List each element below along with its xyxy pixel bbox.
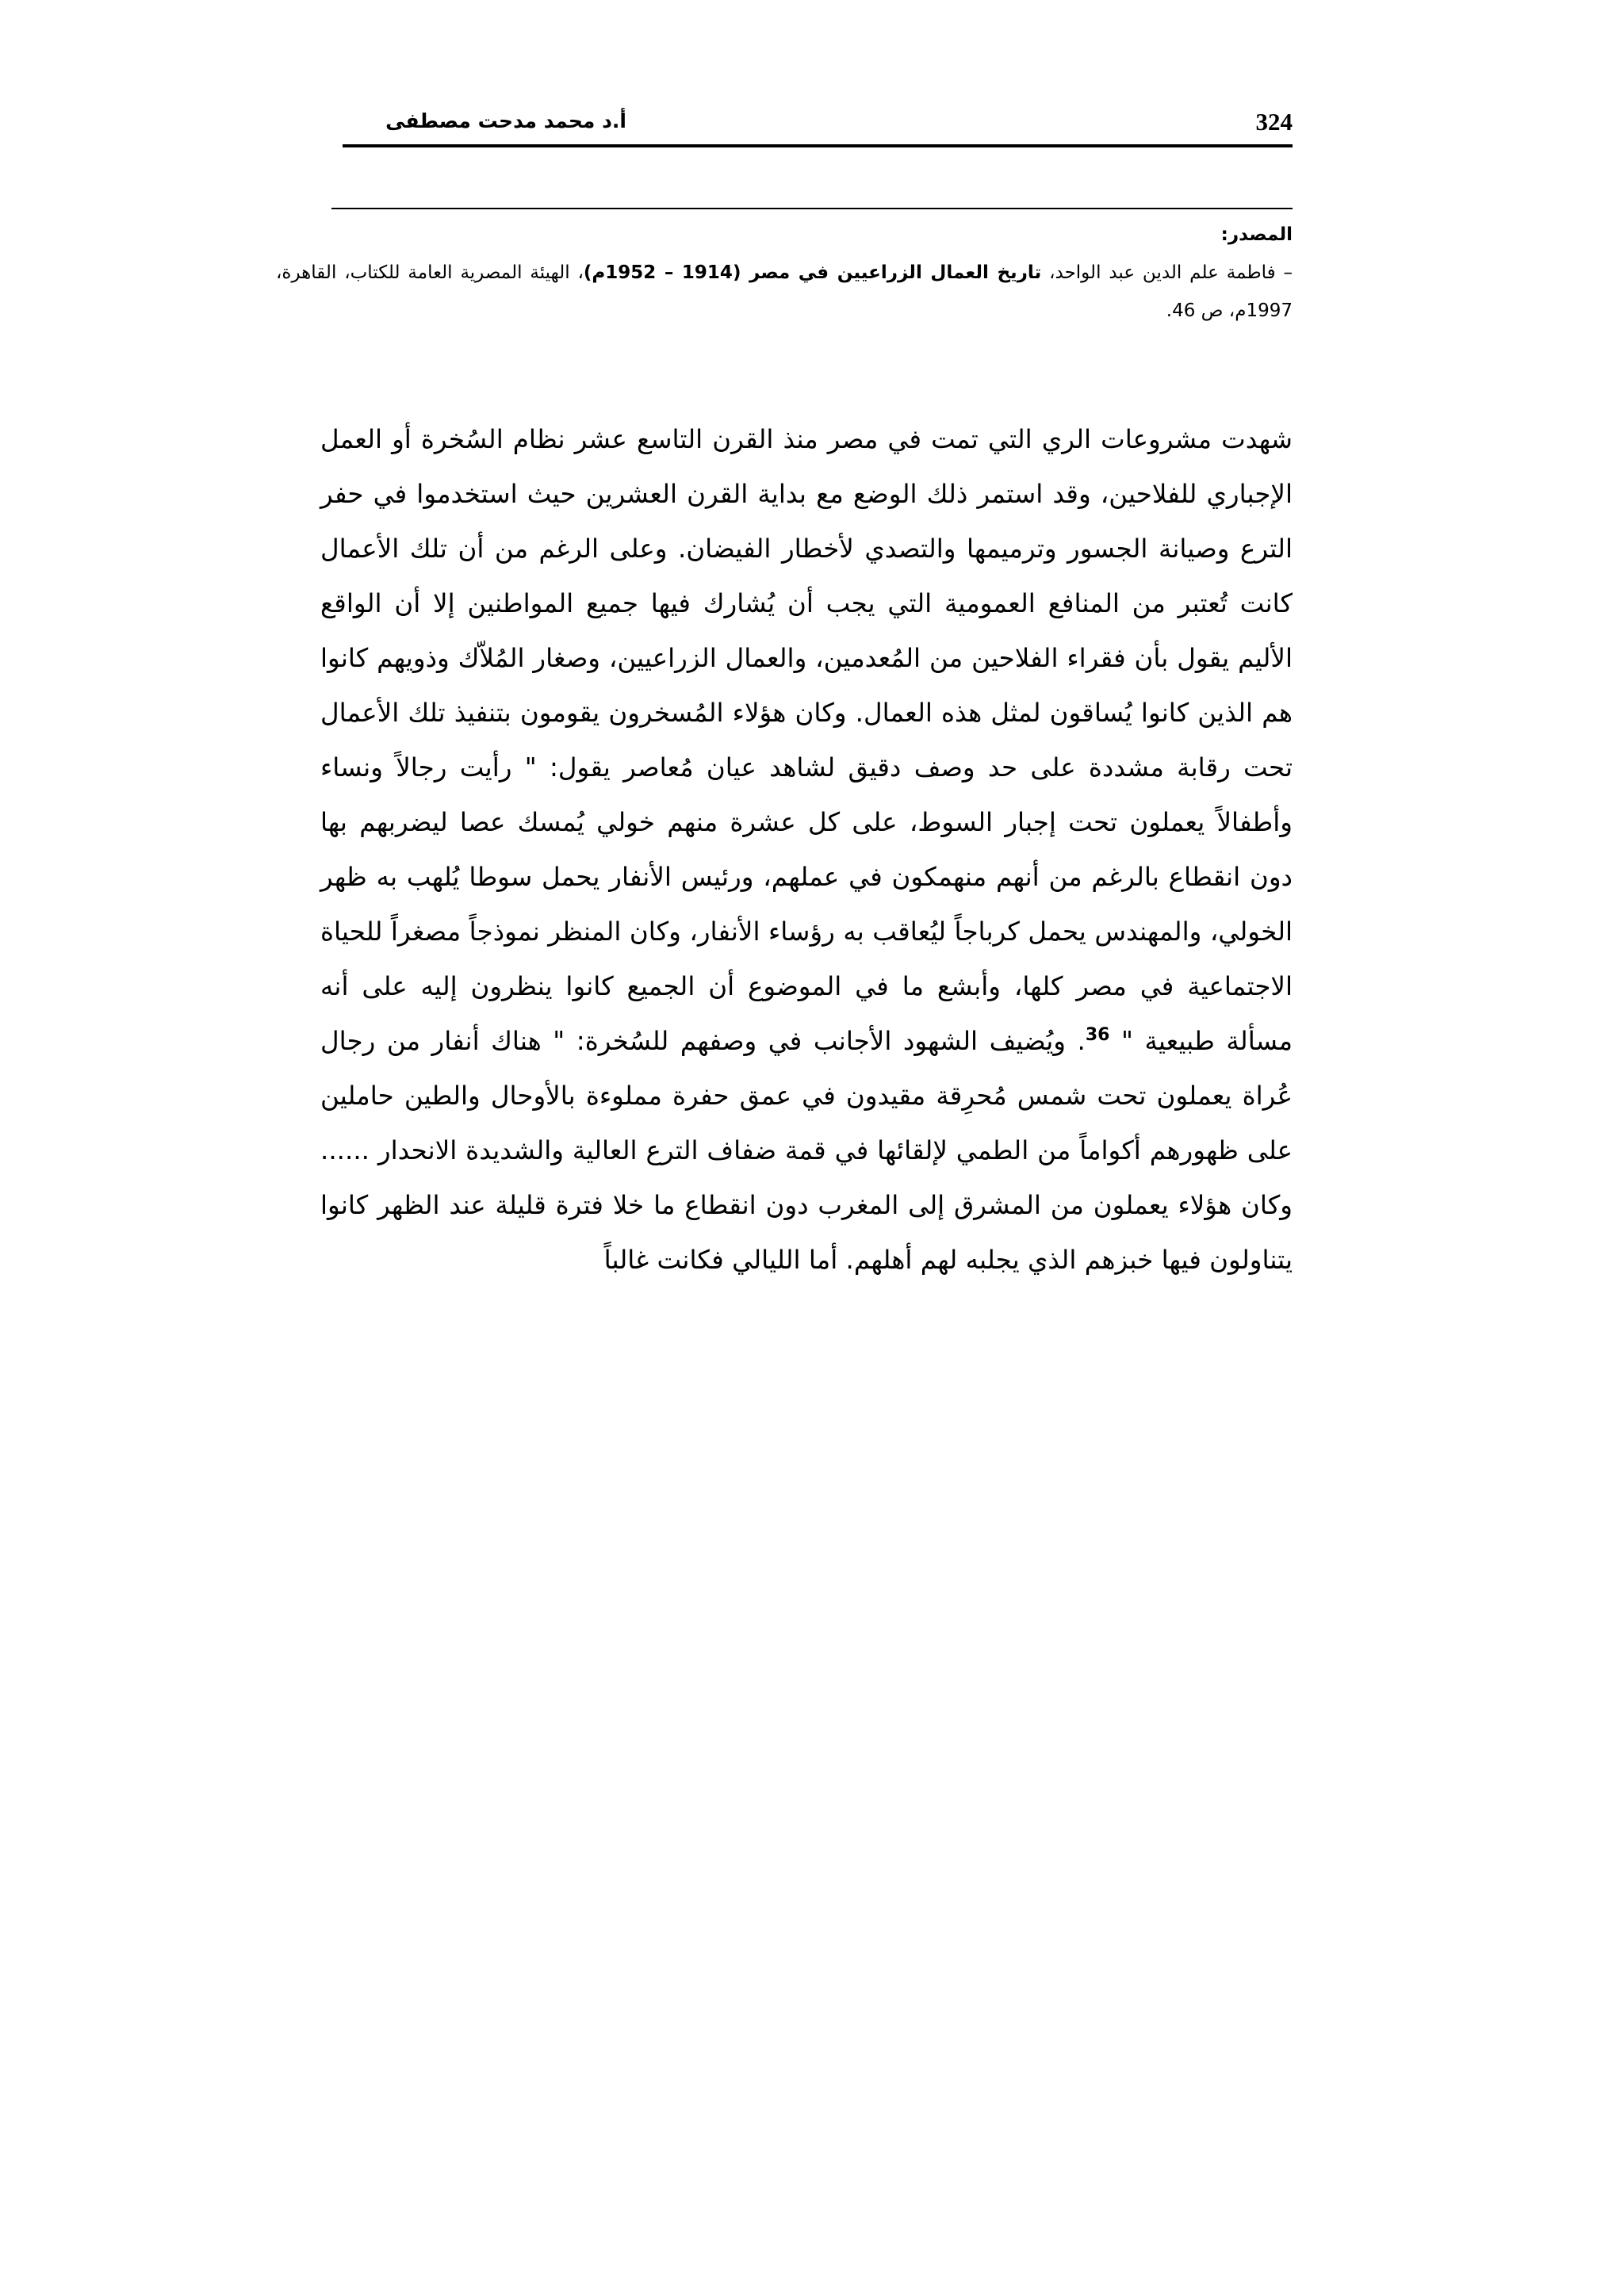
source-reference bbox=[276, 254, 1293, 330]
source-text-after: ، الهيئة المصرية العامة للكتاب، القاهرة، 1997م، ص 46. bbox=[276, 262, 1293, 321]
body-paragraph bbox=[320, 412, 1293, 1288]
body-text-part2: . ويُضيف الشهود الأجانب في وصفهم للسُخرة: " هناك أنفار من رجال عُراة يعملون تحت شمس مُحرِقة مقيدون في عمق حفرة مملوءة بالأوحال والطين حاملين على ظهورهم أكواماً من الطمي لإلقائها في قمة ضفاف الترع العالية والشديدة الانحدار ...... وكان هؤلاء يعملون من المشرق إلى المغرب دون انقطاع ما خلا فترة قليلة عند الظهر كانوا يتناولون فيها خبزهم الذي يجلبه لهم أهلهم. أما الليالي فكانت غالباً bbox=[320, 1026, 1293, 1275]
source-book-title: تاريخ العمال الزراعيين في مصر (1914 – 1952م) bbox=[583, 262, 1042, 283]
running-header-author: أ.د محمد مدحت مصطفى bbox=[385, 109, 626, 132]
footnote-reference: 36 bbox=[1085, 1025, 1110, 1046]
source-separator-rule bbox=[331, 208, 1293, 209]
header-rule bbox=[343, 144, 1293, 147]
body-text-part1: شهدت مشروعات الري التي تمت في مصر منذ القرن التاسع عشر نظام السُخرة أو العمل الإجباري للفلاحين، وقد استمر ذلك الوضع مع بداية القرن العشرين حيث استخدموا في حفر الترع وصيانة الجسور وترميمها والتصدي لأخطار الفيضان. وعلى الرغم من أن تلك الأعمال كانت تُعتبر من المنافع العمومية التي يجب أن يُشارك فيها جميع المواطنين إلا أن الواقع الأليم يقول بأن فقراء الفلاحين من المُعدمين، والعمال الزراعيين، وصغار المُلاّك وذويهم كانوا هم الذين كانوا يُساقون لمثل هذه العمال. وكان هؤلاء المُسخرون يقومون بتنفيذ تلك الأعمال تحت رقابة مشددة على حد وصف دقيق لشاهد عيان مُعاصر يقول: " رأيت رجالاً ونساء وأطفالاً يعملون تحت إجبار السوط، على كل عشرة منهم خولي يُمسك عصا ليضربهم بها دون انقطاع بالرغم من أنهم منهمكون في عملهم، ورئيس الأنفار يحمل سوطا يُلهب به ظهر الخولي، والمهندس يحمل كرباجاً ليُعاقب به رؤساء الأنفار، وكان المنظر نموذجاً مصغراً للحياة الاجتماعية في مصر كلها، وأبشع ما في الموضوع أن الجميع كانوا ينظرون إليه على أنه مسألة طبيعية " bbox=[320, 424, 1293, 1056]
page-number: 324 bbox=[1255, 108, 1293, 136]
source-citation bbox=[276, 216, 1293, 330]
source-text-before: – فاطمة علم الدين عبد الواحد، bbox=[1041, 262, 1293, 283]
source-label: المصدر: bbox=[1220, 224, 1293, 245]
